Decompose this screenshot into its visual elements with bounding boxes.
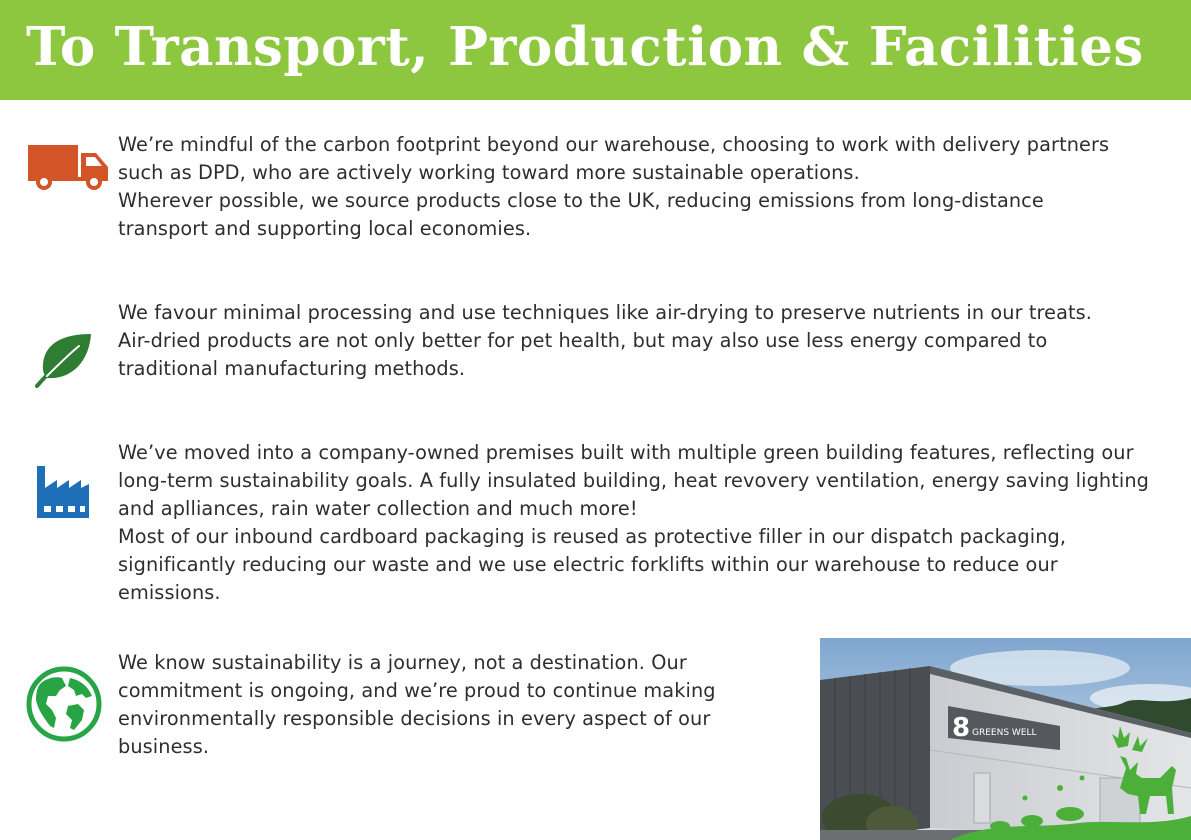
- paragraph-line: We’re mindful of the carbon footprint beyond our warehouse, choosing to work with delivery partners: [118, 133, 1110, 156]
- production-paragraph: [118, 299, 1092, 383]
- paragraph-line: emissions.: [118, 581, 221, 604]
- paragraph-line: Air-dried products are not only better for pet health, but may also use less energy compared to: [118, 329, 1048, 352]
- paragraph-line: Most of our inbound cardboard packaging is reused as protective filler in our dispatch packaging,: [118, 525, 1067, 548]
- paragraph-line: long-term sustainability goals. A fully insulated building, heat revovery ventilation, energy saving lighting: [118, 469, 1150, 492]
- paragraph-line: business.: [118, 735, 210, 758]
- truck-icon: [28, 143, 110, 191]
- paragraph-line: We’ve moved into a company-owned premises built with multiple green building features, reflecting our: [118, 441, 1134, 464]
- facilities-paragraph: [118, 439, 1149, 607]
- page-title: To Transport, Production & Facilities: [26, 16, 1144, 78]
- commitment-paragraph: [118, 649, 716, 761]
- paragraph-line: environmentally responsible decisions in every aspect of our: [118, 707, 711, 730]
- title-banner: [0, 0, 1191, 100]
- paragraph-line: commitment is ongoing, and we’re proud to continue making: [118, 679, 716, 702]
- paragraph-line: We know sustainability is a journey, not a destination. Our: [118, 651, 687, 674]
- sign-number: 8: [952, 713, 971, 743]
- paragraph-line: transport and supporting local economies.: [118, 217, 532, 240]
- paragraph-line: Wherever possible, we source products close to the UK, reducing emissions from long-distance: [118, 189, 1044, 212]
- globe-icon: [26, 666, 102, 742]
- transport-paragraph: [118, 131, 1109, 243]
- paragraph-line: We favour minimal processing and use techniques like air-drying to preserve nutrients in our treats.: [118, 301, 1093, 324]
- paragraph-line: significantly reducing our waste and we use electric forklifts within our warehouse to reduce our: [118, 553, 1058, 576]
- sign-text: GREENS WELL: [972, 728, 1037, 738]
- leaf-icon: [35, 332, 93, 388]
- warehouse-photo: [820, 638, 1191, 840]
- paragraph-line: traditional manufacturing methods.: [118, 357, 466, 380]
- paragraph-line: such as DPD, who are actively working toward more sustainable operations.: [118, 161, 860, 184]
- factory-icon: [37, 466, 89, 518]
- paragraph-line: and aplliances, rain water collection and much more!: [118, 497, 638, 520]
